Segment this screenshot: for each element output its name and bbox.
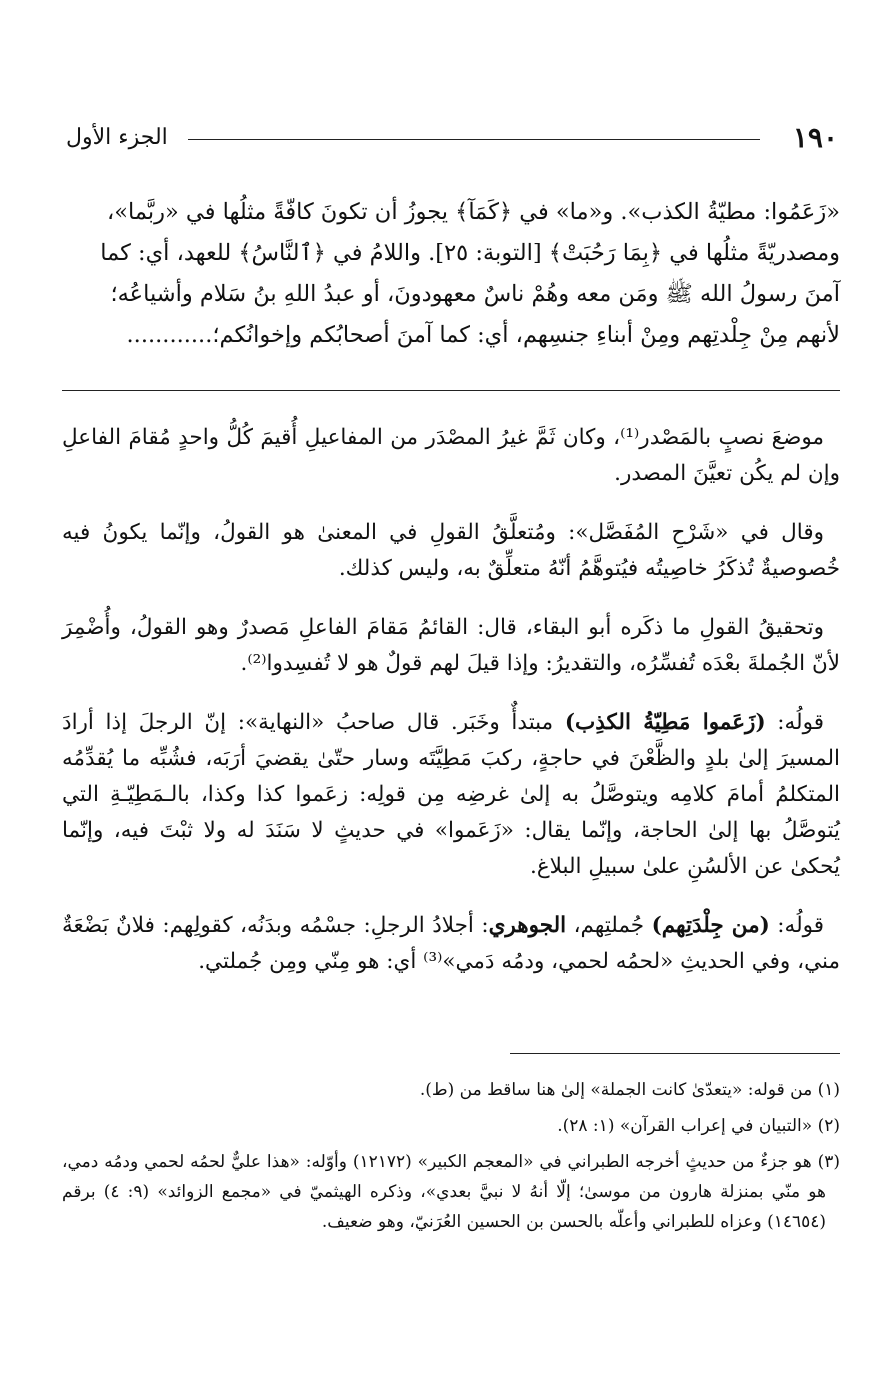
quoted-phrase: (من جِلْدَتِهم): [651, 913, 770, 938]
header-rule: [188, 139, 760, 140]
commentary-paragraph: موضعَ نصبٍ بالمَصْدر⁽¹⁾، وكان ثَمَّ غيرُ المصْدَر من المفاعيلِ أُقيمَ كُلُّ واحدٍ مُقامَ الفاعلِ وإن لم يكُن تعيَّنَ المصدر.: [62, 425, 840, 486]
commentary-paragraph: وتحقيقُ القولِ ما ذكَره أبو البقاء، قال: القائمُ مَقامَ الفاعلِ مَصدرٌ وهو القولُ، وأُضْمِرَ لأنّ الجُملةَ بعْدَه تُفسِّرُه، والتقديرُ: وإذا قيلَ لهم قولٌ هو لا تُفسِدوا⁽²⁾.: [62, 615, 840, 676]
commentary: [62, 420, 840, 1003]
main-text-line: ومصدريّةً مثلُها في ﴿بِمَا رَحُبَتْ﴾ [التوبة: ٢٥]. واللامُ في ﴿ٱلنَّاسُ﴾ للعهد، أي: كما: [100, 240, 840, 266]
main-text-line: «زَعَمُوا: مطيّةُ الكذب». و«ما» في ﴿كَمَآ﴾ يجوزُ أن تكونَ كافّةً مثلُها في «ربَّما»،: [107, 199, 840, 225]
main-text-line: آمنَ رسولُ الله ﷺ ومَن معه وهُمْ ناسٌ معهودونَ، أو عبدُ اللهِ بنُ سَلام وأشياعُه؛: [110, 281, 840, 307]
paragraph-lead: قولُه:: [769, 913, 825, 938]
page-header: [66, 118, 838, 158]
footnote-rule: [510, 1053, 840, 1054]
footnote: (٣) هو جزءٌ من حديثٍ أخرجه الطبراني في «المعجم الكبير» (١٢١٧٢) وأوّله: «هذا عليٌّ لحمُه لحمي ودمُه دمي، هو منّي بمنزلة هارون من موسىٰ؛ إلّا أنهُ لا نبيَّ بعدي»، وذكره الهيثميّ في «مجمع الزوائد» (٩: ٤) برقم (١٤٦٥٤) وعزاه للطبراني وأعلّه بالحسن بن الحسين العُرَنيّ، وهو ضعيف.: [62, 1152, 840, 1232]
commentary-paragraph: [62, 908, 840, 980]
running-title: الجزء الأول: [66, 125, 168, 150]
paragraph-body: جُملتِهم،: [566, 913, 652, 938]
paragraph-lead: قولُه:: [765, 710, 824, 735]
main-text: [62, 192, 840, 356]
commentary-paragraph: وقال في «شَرْحِ المُفَصَّل»: ومُتعلَّقُ القولِ في المعنىٰ هو القولُ، وإنّما يكونُ فيه خُصوصيةٌ تُذكَرُ خاصِيتُه فيُتوهَّمُ أنّهُ متعلِّقٌ به، وليس كذلك.: [62, 520, 840, 581]
footnote: (١) من قوله: «يتعدّىٰ كانت الجملة» إلىٰ هنا ساقط من (ط).: [419, 1080, 840, 1100]
footnotes: [62, 1075, 840, 1243]
footnote: (٢) «التبيان في إعراب القرآن» (١: ٢٨).: [557, 1116, 840, 1136]
paragraph-body: مبتدأٌ وخَبَر. قال صاحبُ «النهاية»: إنّ الرجلَ إذا أرادَ المسيرَ إلىٰ بلدٍ والظَّعْنَ في حاجةٍ، ركبَ مَطِيَّتَه وسار حتّىٰ يقضيَ أرَبَه، فشُبِّه ما يُقدِّمُه المتكلمُ أمامَ كلامِه ويتوصَّلُ به إلىٰ غرضِه مِن قولِه: زعَموا كذا وكذا، بالـمَطِيّـةِ التي يُتوصَّلُ بها إلىٰ الحاجة، وإنّما يقال: «زَعَموا» في حديثٍ لا سَنَدَ له ولا ثبْتَ فيه، وإنّما يُحكىٰ عن الألسُنِ علىٰ سبيلِ البلاغ.: [62, 710, 840, 879]
paragraph-body: : أجلادُ الرجلِ: جسْمُه وبدَنُه، كقولِهم: فلانٌ بَضْعَةٌ مني، وفي الحديثِ «لحمُه لحمي، ودمُه دَمي»⁽³⁾ أي: هو مِنّي ومِن جُملتي.: [62, 913, 840, 974]
page-number: ١٩٠: [792, 121, 838, 154]
commentary-paragraph: [62, 705, 840, 885]
cited-author: الجوهري: [488, 913, 567, 938]
main-text-line: لأنهم مِنْ جِلْدتِهم ومِنْ أبناءِ جنسِهم، أي: كما آمنَ أصحابُكم وإخوانُكم؛............: [126, 322, 840, 348]
quoted-phrase: (زَعَموا مَطِيّةُ الكذِب): [564, 710, 766, 735]
main-divider: [62, 390, 840, 391]
